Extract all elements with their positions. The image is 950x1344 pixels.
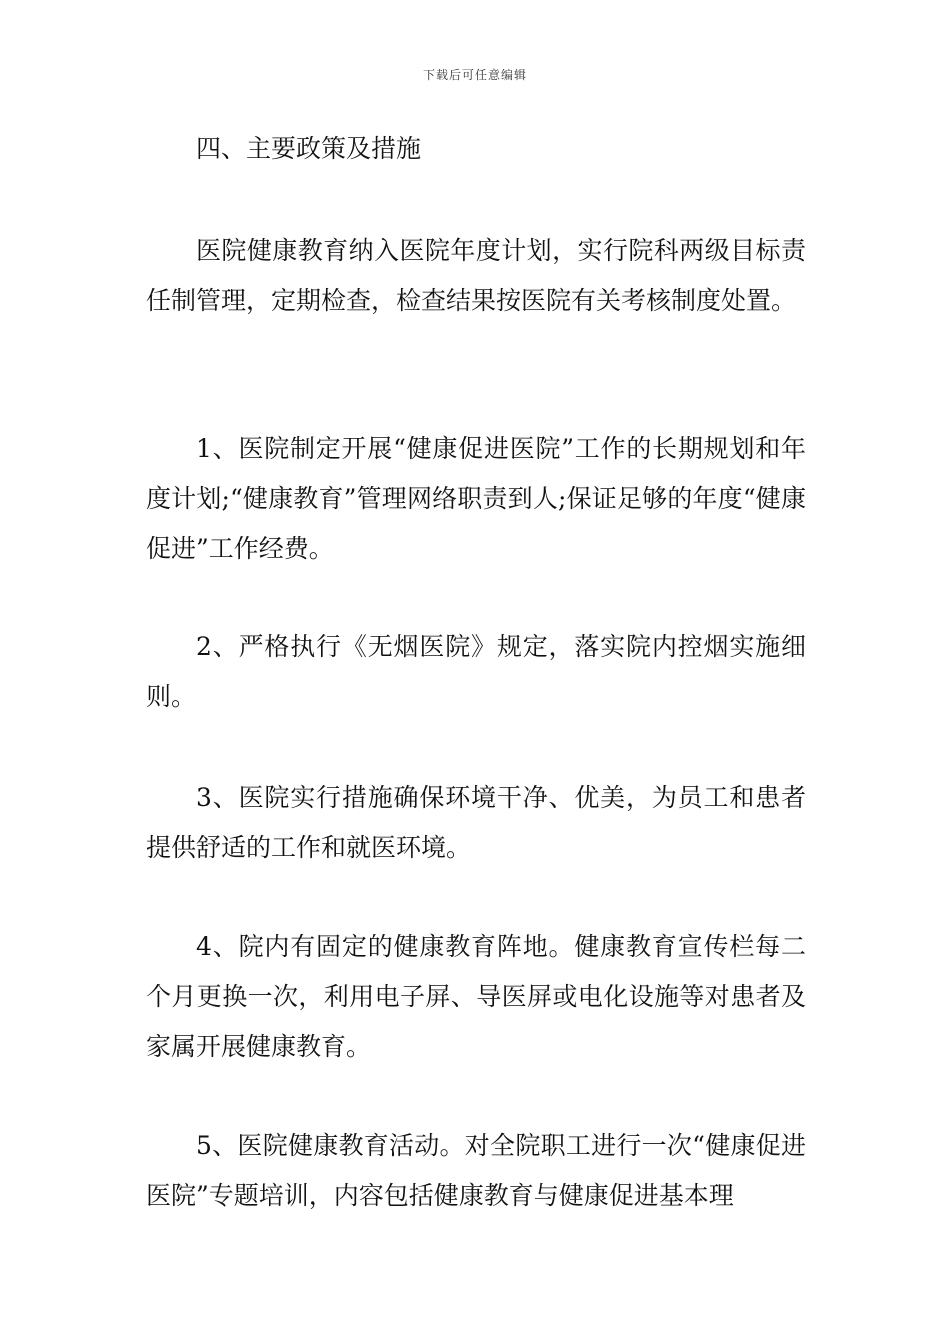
- paragraph-item-5: 5、医院健康教育活动。对全院职工进行一次“健康促进医院”专题培训，内容包括健康教育与健康促进基本理: [146, 1131, 806, 1210]
- paragraph-item-2: 2、严格执行《无烟医院》规定，落实院内控烟实施细则。: [146, 632, 806, 711]
- paragraph-item-1: 1、医院制定开展“健康促进医院”工作的长期规划和年度计划;“健康教育”管理网络职责到人;保证足够的年度“健康促进”工作经费。: [146, 434, 806, 563]
- paragraph-intro: 医院健康教育纳入医院年度计划，实行院科两级目标责任制管理，定期检查，检查结果按医院有关考核制度处置。: [146, 236, 806, 315]
- section-heading: 四、主要政策及措施: [196, 134, 422, 163]
- paragraph-item-3: 3、医院实行措施确保环境干净、优美，为员工和患者提供舒适的工作和就医环境。: [146, 783, 806, 862]
- paragraph-item-4: 4、院内有固定的健康教育阵地。健康教育宣传栏每二个月更换一次，利用电子屏、导医屏或电化设施等对患者及家属开展健康教育。: [146, 932, 806, 1061]
- header-note: 下载后可任意编辑: [422, 68, 527, 82]
